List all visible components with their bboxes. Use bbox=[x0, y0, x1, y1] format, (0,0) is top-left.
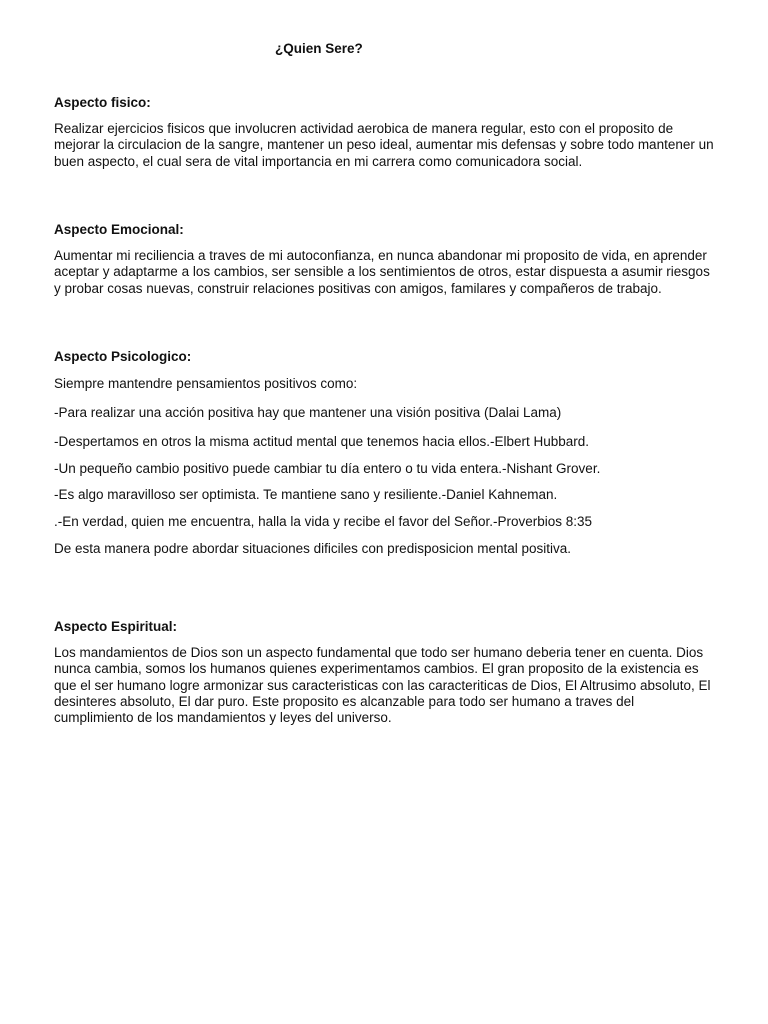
quote-line: .-En verdad, quien me encuentra, halla la vida y recibe el favor del Señor.-Proverbios 8:35 bbox=[54, 514, 593, 529]
psicologico-intro: Siempre mantendre pensamientos positivos como: bbox=[54, 376, 358, 391]
section-body-emocional: Aumentar mi reciliencia a traves de mi autoconfianza, en nunca abandonar mi proposito de vida, en aprender aceptar y adaptarme a los cambios, ser sensible a los sentimientos de otros, estar dispuesta a asumir riesgos y probar cosas nuevas, construir relaciones positivas con amigos, familares y compañeros de trabajo. bbox=[54, 248, 710, 296]
section-heading-espiritual: Aspecto Espiritual: bbox=[54, 619, 178, 634]
quote-line: -Despertamos en otros la misma actitud mental que tenemos hacia ellos.-Elbert Hubbard. bbox=[54, 434, 590, 449]
quote-line: -Es algo maravilloso ser optimista. Te mantiene sano y resiliente.-Daniel Kahneman. bbox=[54, 487, 558, 502]
quote-line: -Para realizar una acción positiva hay que mantener una visión positiva (Dalai Lama) bbox=[54, 405, 562, 420]
section-heading-fisico: Aspecto fisico: bbox=[54, 95, 151, 110]
section-body-espiritual: Los mandamientos de Dios son un aspecto fundamental que todo ser humano deberia tener en cuenta. Dios nunca cambia, somos los humanos quienes experimentamos cambios. El gran proposito de la existencia es que el ser humano logre armonizar sus caracteristicas con las caracteriticas de Dios, El Altrusimo absoluto, El desinteres absoluto, El dar puro. Este proposito es alcanzable para todo ser humano a traves del cumplimiento de los mandamientos y leyes del universo. bbox=[54, 645, 711, 726]
section-heading-psicologico: Aspecto Psicologico: bbox=[54, 349, 192, 364]
document-title: ¿Quien Sere? bbox=[275, 41, 363, 56]
section-body-fisico: Realizar ejercicios fisicos que involucren actividad aerobica de manera regular, esto con el proposito de mejorar la circulacion de la sangre, mantener un peso ideal, aumentar mis defensas y sobre todo mantener un buen aspecto, el cual sera de vital importancia en mi carrera como comunicadora social. bbox=[54, 121, 714, 169]
section-heading-emocional: Aspecto Emocional: bbox=[54, 222, 184, 237]
quote-line: -Un pequeño cambio positivo puede cambiar tu día entero o tu vida entera.-Nishant Grover. bbox=[54, 461, 601, 476]
psicologico-closing: De esta manera podre abordar situaciones dificiles con predisposicion mental positiva. bbox=[54, 541, 572, 556]
